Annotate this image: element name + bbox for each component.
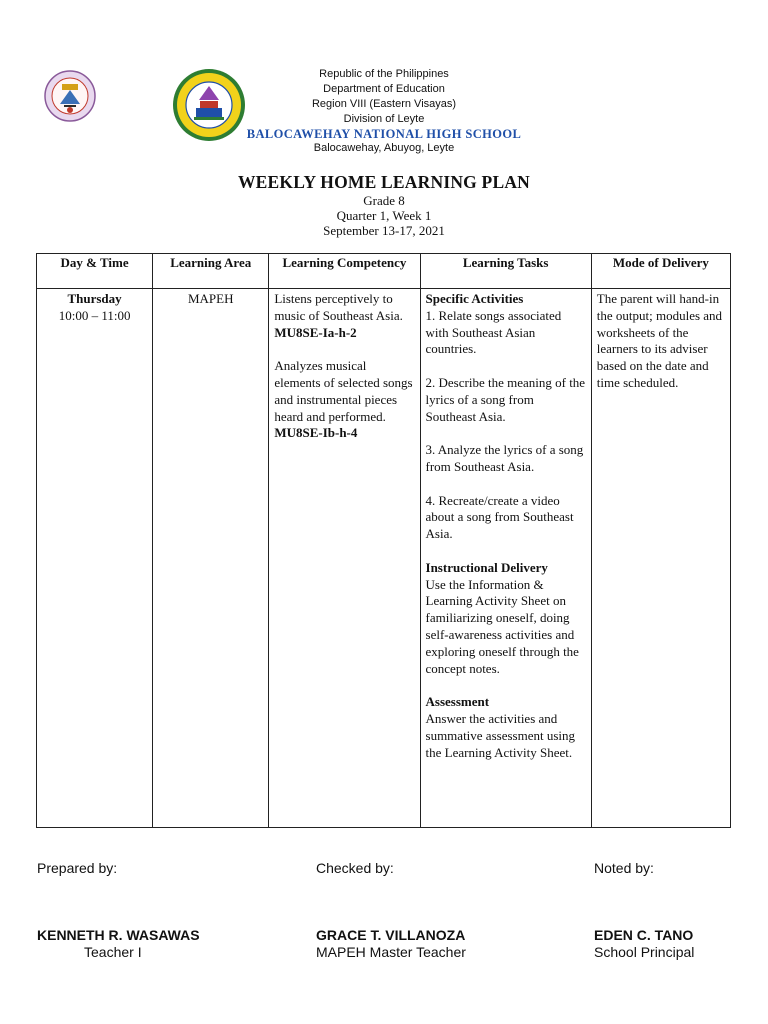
noted-by-name: EDEN C. TANO bbox=[594, 927, 694, 943]
plan-grade: Grade 8 bbox=[363, 193, 405, 208]
competency-1: Listens perceptively to music of Southeast Asia. bbox=[274, 291, 403, 323]
header-mode-of-delivery: Mode of Delivery bbox=[591, 254, 730, 289]
checked-by-title: MAPEH Master Teacher bbox=[316, 944, 466, 960]
division-line: Division of Leyte bbox=[343, 113, 425, 125]
prepared-by-name: KENNETH R. WASAWAS bbox=[37, 927, 200, 943]
prepared-by-label: Prepared by: bbox=[37, 860, 118, 876]
header-learning-tasks: Learning Tasks bbox=[420, 254, 591, 289]
plan-quarter: Quarter 1, Week 1 bbox=[336, 208, 432, 223]
mode-of-delivery-cell bbox=[591, 289, 730, 828]
header-learning-area: Learning Area bbox=[153, 254, 269, 289]
department-line: Department of Education bbox=[323, 83, 445, 95]
assessment-text: Answer the activities and summative assessment using the Learning Activity Sheet. bbox=[425, 710, 576, 760]
assessment-heading: Assessment bbox=[425, 694, 490, 710]
day-time-cell bbox=[37, 289, 153, 828]
competency-code-2: MU8SE-Ib-h-4 bbox=[274, 425, 358, 441]
competency-code-1: MU8SE-Ia-h-2 bbox=[274, 324, 357, 340]
plan-title: WEEKLY HOME LEARNING PLAN bbox=[237, 172, 530, 192]
specific-activities-heading: Specific Activities bbox=[425, 291, 524, 306]
noted-by-label: Noted by: bbox=[594, 860, 654, 876]
instructional-delivery-text: Use the Information & Learning Activity Sheet on familiarizing oneself, doing self-awareness activities and exploring oneself through the concept notes. bbox=[425, 576, 579, 676]
region-line: Region VIII (Eastern Visayas) bbox=[311, 98, 457, 110]
competency-2: Analyzes musical elements of selected songs and instrumental pieces heard and performed. bbox=[274, 358, 413, 424]
plan-dates: September 13-17, 2021 bbox=[323, 223, 445, 238]
task-1: 1. Relate songs associated with Southeast Asian countries. bbox=[425, 307, 562, 357]
competency-cell bbox=[269, 289, 420, 828]
table-row bbox=[37, 289, 731, 828]
school-name: BALOCAWEHAY NATIONAL HIGH SCHOOL bbox=[246, 127, 522, 141]
checked-by-name: GRACE T. VILLANOZA bbox=[316, 927, 466, 943]
school-address: Balocawehay, Abuyog, Leyte bbox=[313, 142, 455, 154]
time-text: 10:00 – 11:00 bbox=[58, 307, 131, 323]
mode-text: The parent will hand-in the output; modules and worksheets of the learners to its adviser based on the date and time scheduled. bbox=[596, 291, 723, 390]
day-text: Thursday bbox=[67, 291, 122, 306]
noted-by-title: School Principal bbox=[594, 944, 695, 960]
instructional-delivery-heading: Instructional Delivery bbox=[425, 559, 548, 575]
learning-area-cell bbox=[153, 289, 269, 828]
task-3: 3. Analyze the lyrics of a song from Southeast Asia. bbox=[425, 442, 584, 474]
republic-line: Republic of the Philippines bbox=[319, 68, 449, 80]
learning-tasks-cell bbox=[420, 289, 591, 828]
header-learning-competency: Learning Competency bbox=[269, 254, 420, 289]
table-header-row bbox=[37, 254, 731, 289]
header-day-time: Day & Time bbox=[37, 254, 153, 289]
checked-by-label: Checked by: bbox=[316, 860, 394, 876]
task-4: 4. Recreate/create a video about a song from Southeast Asia. bbox=[425, 492, 574, 542]
area-text: MAPEH bbox=[187, 291, 234, 306]
prepared-by-title: Teacher I bbox=[84, 944, 142, 960]
task-2: 2. Describe the meaning of the lyrics of a song from Southeast Asia. bbox=[425, 374, 586, 424]
learning-plan-table bbox=[36, 253, 731, 828]
